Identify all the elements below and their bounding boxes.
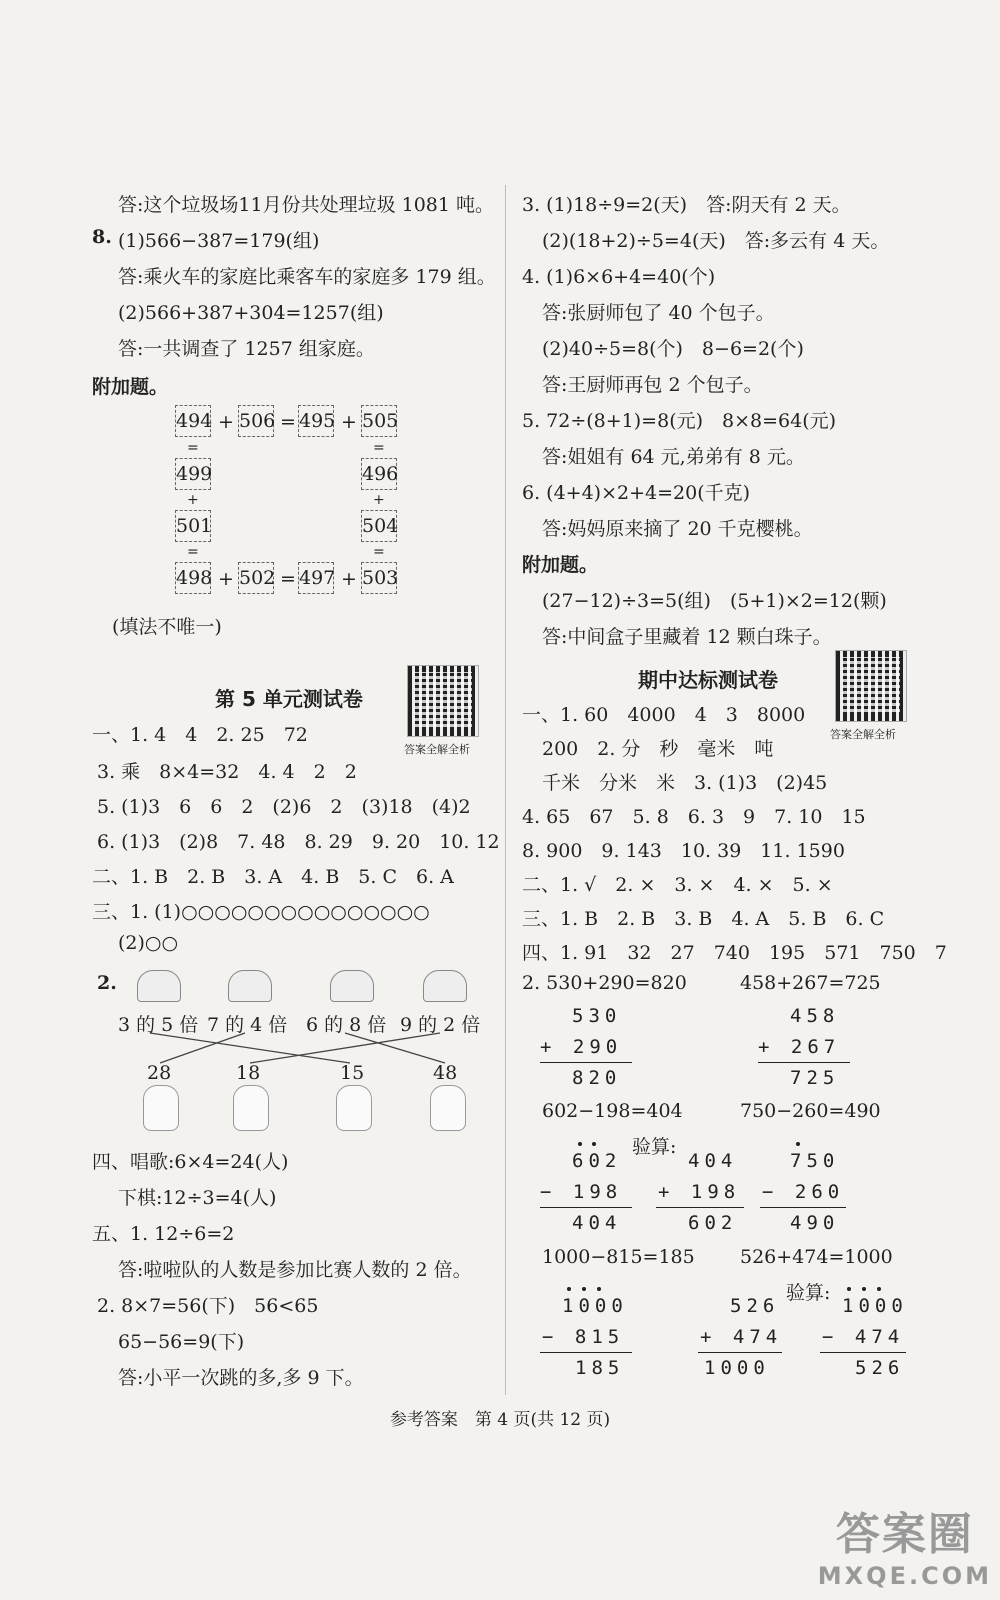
answer-line: (2)(18+2)÷5=4(天) 答:多云有 4 天。 — [542, 230, 890, 252]
calc-digits: 1000 — [842, 1295, 908, 1317]
equals-sign: = — [187, 440, 199, 456]
borrow-dot — [578, 1142, 582, 1146]
match-label: 7 的 4 倍 — [207, 1014, 288, 1036]
answer-line: 8. 900 9. 143 10. 39 11. 1590 — [522, 840, 845, 862]
borrow-dot — [592, 1142, 596, 1146]
plus-sign: + — [187, 492, 199, 508]
calc-digits: 530 — [572, 1005, 622, 1027]
match-value: 18 — [236, 1062, 261, 1084]
answer-line: 五、1. 12÷6=2 — [92, 1223, 235, 1245]
watermark-logo — [818, 1498, 992, 1590]
plus-sign: + — [218, 568, 234, 590]
answer-line: 千米 分米 米 3. (1)3 (2)45 — [542, 772, 828, 794]
grid-box: 495 — [298, 405, 334, 437]
grid-box: 494 — [175, 405, 211, 437]
answer-line: 答:姐姐有 64 元,弟弟有 8 元。 — [542, 446, 805, 468]
answer-line: 602−198=404 — [542, 1100, 683, 1122]
grid-box: 501 — [175, 510, 211, 542]
answer-line: 6. (4+4)×2+4=20(千克) — [522, 482, 751, 504]
calc-digits: 820 — [572, 1067, 622, 1089]
grid-box: 498 — [175, 562, 211, 594]
plus-sign: + — [218, 411, 234, 433]
borrow-dot — [567, 1287, 571, 1291]
question-number: 2. — [97, 972, 117, 994]
grid-box: 502 — [238, 562, 274, 594]
answer-line: 答:王厨师再包 2 个包子。 — [542, 374, 763, 396]
answer-line: 2. 8×7=56(下) 56<65 — [97, 1295, 319, 1317]
calc-digits: 750 — [790, 1150, 840, 1172]
match-value: 48 — [433, 1062, 458, 1084]
equals-sign: = — [373, 440, 385, 456]
rabbit-icon — [430, 1085, 466, 1131]
answer-line: 5. (1)3 6 6 2 (2)6 2 (3)18 (4)2 — [97, 796, 471, 818]
calc-rule — [540, 1062, 632, 1063]
grid-box: 497 — [298, 562, 334, 594]
calc-rule — [760, 1207, 846, 1208]
match-label: 3 的 5 倍 — [118, 1014, 199, 1036]
verify-label: 验算: — [632, 1136, 677, 1158]
answer-line: 下棋:12÷3=4(人) — [118, 1187, 277, 1209]
answer-line: 4. 65 67 5. 8 6. 3 9 7. 10 15 — [522, 806, 866, 828]
equals-sign: = — [373, 544, 385, 560]
answer-line: 5. 72÷(8+1)=8(元) 8×8=64(元) — [522, 410, 837, 432]
answer-line: 三、1. (1)○○○○○○○○○○○○○○○ — [92, 901, 430, 923]
calc-digits: − 260 — [762, 1181, 845, 1203]
answer-line: (2)566+387+304=1257(组) — [118, 302, 384, 324]
answer-line: 二、1. √ 2. × 3. × 4. × 5. × — [522, 874, 833, 896]
answer-line: 2. 530+290=820 — [522, 972, 687, 994]
match-label: 9 的 2 倍 — [400, 1014, 481, 1036]
calc-digits: 602 — [688, 1212, 738, 1234]
calc-digits: 526 — [730, 1295, 780, 1317]
watermark-text: 答案圈 — [835, 1509, 974, 1560]
grid-box: 504 — [361, 510, 397, 542]
calc-rule — [758, 1062, 850, 1063]
question-number: 8. — [92, 226, 112, 248]
answer-line: 二、1. B 2. B 3. A 4. B 5. C 6. A — [92, 866, 454, 888]
monkey-icon — [233, 1085, 269, 1131]
answer-line: 答:妈妈原来摘了 20 千克樱桃。 — [542, 518, 813, 540]
calc-digits: + 267 — [758, 1036, 841, 1058]
borrow-dot — [847, 1287, 851, 1291]
match-value: 28 — [147, 1062, 172, 1084]
calc-digits: + 290 — [540, 1036, 623, 1058]
answer-line: 答:啦啦队的人数是参加比赛人数的 2 倍。 — [118, 1259, 472, 1281]
answer-line: 答:小平一次跳的多,多 9 下。 — [118, 1367, 364, 1389]
grid-box: 496 — [361, 458, 397, 490]
bonus-heading: 附加题。 — [522, 554, 599, 576]
answer-line: 1000−815=185 — [542, 1246, 695, 1268]
match-value: 15 — [340, 1062, 365, 1084]
qr-caption: 答案全解全析 — [830, 728, 896, 741]
match-label: 6 的 8 倍 — [306, 1014, 387, 1036]
answer-line: 3. 乘 8×4=32 4. 4 2 2 — [97, 761, 357, 783]
equals-sign: = — [187, 544, 199, 560]
calc-digits: 404 — [572, 1212, 622, 1234]
equals-sign: = — [280, 411, 296, 433]
answer-line: 200 2. 分 秒 毫米 吨 — [542, 738, 774, 760]
answer-line: 一、1. 4 4 2. 25 72 — [92, 724, 308, 746]
answer-line: 526+474=1000 — [740, 1246, 893, 1268]
borrow-dot — [597, 1287, 601, 1291]
answer-line: (2)○○ — [118, 932, 179, 954]
section-title-unit5: 第 5 单元测试卷 — [215, 687, 363, 711]
borrow-dot — [582, 1287, 586, 1291]
answer-line: (1)566−387=179(组) — [118, 230, 320, 252]
calc-digits: 1000 — [704, 1357, 770, 1379]
calc-digits: − 474 — [822, 1326, 905, 1348]
answer-line: 三、1. B 2. B 3. B 4. A 5. B 6. C — [522, 908, 885, 930]
cat-icon — [336, 1085, 372, 1131]
calc-digits: 526 — [855, 1357, 905, 1379]
qr-code-icon[interactable] — [835, 650, 907, 722]
answer-line: (2)40÷5=8(个) 8−6=2(个) — [542, 338, 804, 360]
calc-rule — [540, 1352, 632, 1353]
answer-line: 6. (1)3 (2)8 7. 48 8. 29 9. 20 10. 12 — [97, 831, 500, 853]
answer-line: 答:张厨师包了 40 个包子。 — [542, 302, 775, 324]
bonus-heading: 附加题。 — [92, 376, 169, 398]
calc-rule — [820, 1352, 906, 1353]
answer-line: 750−260=490 — [740, 1100, 881, 1122]
verify-label: 验算: — [786, 1282, 831, 1304]
calc-digits: 185 — [575, 1357, 625, 1379]
plus-sign: + — [373, 492, 385, 508]
calc-digits: 490 — [790, 1212, 840, 1234]
grid-box: 506 — [238, 405, 274, 437]
equals-sign: = — [280, 568, 296, 590]
calc-rule — [540, 1207, 632, 1208]
calc-digits: 404 — [688, 1150, 738, 1172]
answer-line: 答:一共调查了 1257 组家庭。 — [118, 338, 375, 360]
answer-line: 65−56=9(下) — [118, 1331, 245, 1353]
calc-digits: 458 — [790, 1005, 840, 1027]
plus-sign: + — [341, 411, 357, 433]
answer-line: 答:乘火车的家庭比乘客车的家庭多 179 组。 — [118, 266, 496, 288]
calc-digits: 725 — [790, 1067, 840, 1089]
answer-line: 答:这个垃圾场11月份共处理垃圾 1081 吨。 — [118, 194, 495, 216]
answer-line: 458+267=725 — [740, 972, 881, 994]
panda-icon — [143, 1085, 179, 1131]
grid-box: 499 — [175, 458, 211, 490]
calc-digits: + 198 — [658, 1181, 741, 1203]
borrow-dot — [862, 1287, 866, 1291]
borrow-dot — [877, 1287, 881, 1291]
answer-line: 3. (1)18÷9=2(天) 答:阴天有 2 天。 — [522, 194, 851, 216]
calc-rule — [656, 1207, 744, 1208]
calc-digits: 602 — [572, 1150, 622, 1172]
answer-line: 四、1. 91 32 27 740 195 571 750 7 — [522, 942, 947, 964]
answer-line: (27−12)÷3=5(组) (5+1)×2=12(颗) — [542, 590, 887, 612]
calc-digits: − 815 — [542, 1326, 625, 1348]
answer-line: 4. (1)6×6+4=40(个) — [522, 266, 716, 288]
watermark-url: MXQE.COM — [817, 1562, 992, 1590]
section-title-midterm: 期中达标测试卷 — [638, 668, 778, 692]
answer-line: 四、唱歌:6×4=24(人) — [92, 1151, 289, 1173]
qr-caption: 答案全解全析 — [404, 743, 470, 756]
grid-box: 503 — [361, 562, 397, 594]
grid-box: 505 — [361, 405, 397, 437]
note: (填法不唯一) — [112, 616, 222, 638]
answer-line: 答:中间盒子里藏着 12 颗白珠子。 — [542, 626, 832, 648]
page-footer: 参考答案 第 4 页(共 12 页) — [389, 1410, 611, 1430]
calc-digits: − 198 — [540, 1181, 623, 1203]
calc-digits: 1000 — [562, 1295, 628, 1317]
plus-sign: + — [341, 568, 357, 590]
calc-digits: + 474 — [700, 1326, 783, 1348]
calc-rule — [698, 1352, 782, 1353]
borrow-dot — [796, 1142, 800, 1146]
answer-line: 一、1. 60 4000 4 3 8000 — [522, 704, 806, 726]
